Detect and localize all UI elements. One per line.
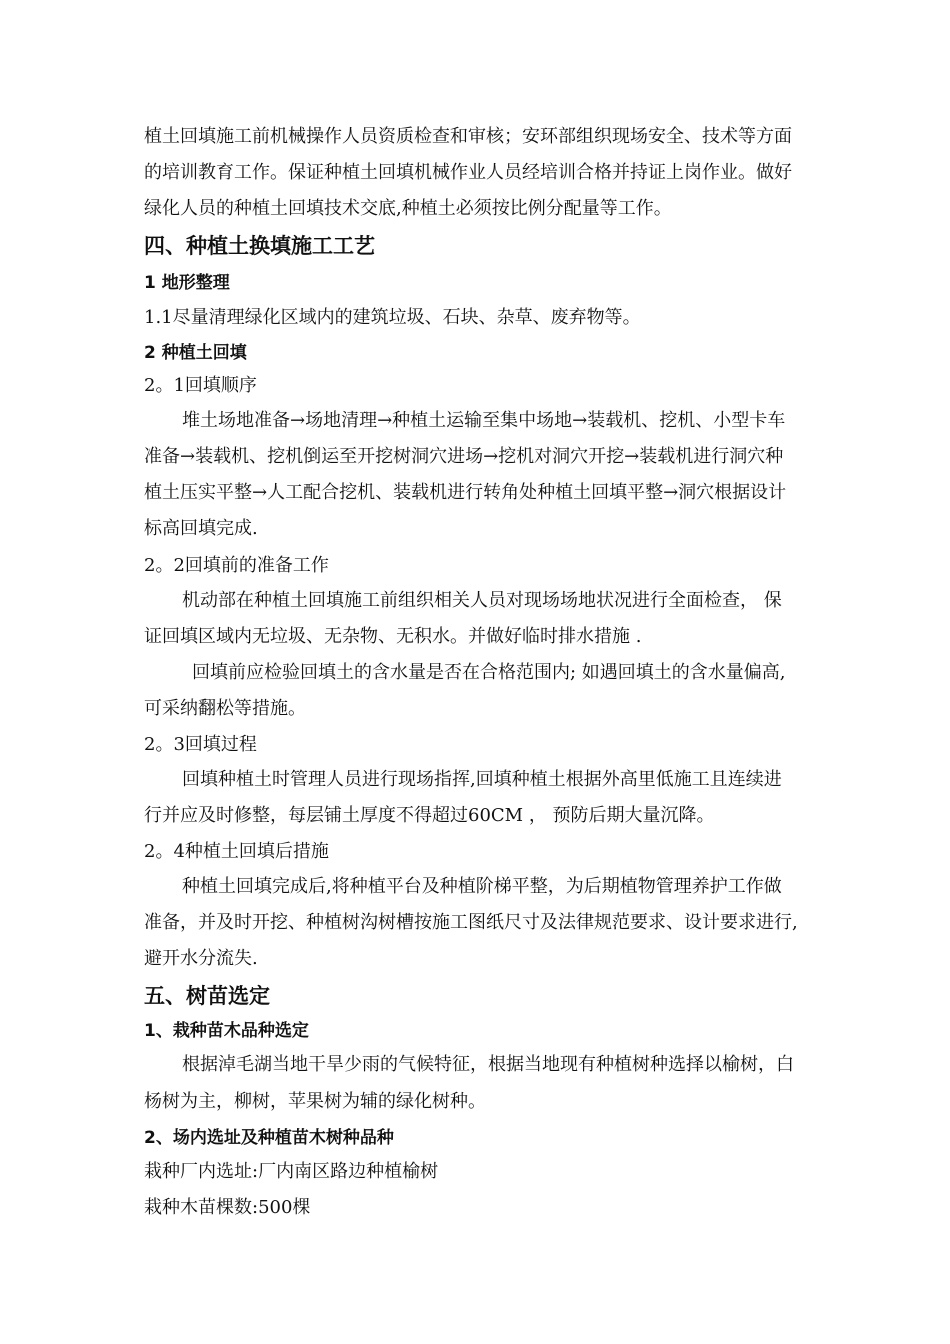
item-heading-measures: 2。4种植土回填后措施: [144, 841, 329, 862]
body-line: 植土压实平整→人工配合挖机、装载机进行转角处种植土回填平整→洞穴根据设计: [144, 482, 787, 503]
subsection-heading-terrain: 1 地形整理: [144, 273, 230, 293]
body-line: 堆土场地准备→场地清理→种植土运输至集中场地→装载机、挖机、小型卡车: [182, 410, 786, 431]
subsection-heading-site: 2、场内选址及种植苗木树种品种: [144, 1128, 394, 1148]
body-line: 根据淖毛湖当地干旱少雨的气候特征，根据当地现有种植树种选择以榆树，白: [182, 1054, 794, 1075]
body-line: 准备，并及时开挖、种植树沟树槽按施工图纸尺寸及法律规范要求、设计要求进行,: [144, 912, 798, 933]
item-heading-sequence: 2。1回填顺序: [144, 375, 257, 396]
body-line: 植土回填施工前机械操作人员资质检查和审核；安环部组织现场安全、技术等方面: [144, 126, 792, 147]
body-line: 证回填区域内无垃圾、无杂物、无积水。并做好临时排水措施 .: [144, 626, 642, 647]
body-line: 的培训教育工作。保证种植土回填机械作业人员经培训合格并持证上岗作业。做好: [144, 162, 792, 183]
section-heading-5: 五、树苗选定: [144, 984, 270, 1008]
subsection-heading-backfill: 2 种植土回填: [144, 343, 247, 363]
body-line: 绿化人员的种植土回填技术交底,种植土必须按比例分配量等工作。: [144, 198, 672, 219]
item-heading-preparation: 2。2回填前的准备工作: [144, 555, 329, 576]
body-line: 回填种植土时管理人员进行现场指挥,回填种植土根据外高里低施工且连续进: [182, 769, 782, 790]
body-line: 种植土回填完成后,将种植平台及种植阶梯平整，为后期植物管理养护工作做: [182, 876, 782, 897]
item-heading-process: 2。3回填过程: [144, 734, 257, 755]
subsection-heading-species: 1、栽种苗木品种选定: [144, 1021, 309, 1041]
body-line: 标高回填完成.: [144, 518, 258, 539]
body-line: 机动部在种植土回填施工前组织相关人员对现场场地状况进行全面检查， 保: [182, 590, 782, 611]
body-line: 可采纳翻松等措施。: [144, 698, 306, 719]
body-line: 避开水分流失.: [144, 948, 258, 969]
body-line: 回填前应检验回填土的含水量是否在合格范围内; 如遇回填土的含水量偏高,: [192, 662, 786, 683]
body-line: 栽种木苗棵数:500棵: [144, 1197, 311, 1218]
body-line: 栽种厂内选址:厂内南区路边种植榆树: [144, 1161, 439, 1182]
section-heading-4: 四、种植土换填施工工艺: [144, 234, 375, 258]
body-line: 1.1尽量清理绿化区域内的建筑垃圾、石块、杂草、废弃物等。: [144, 307, 641, 328]
body-line: 杨树为主，柳树，苹果树为辅的绿化树种。: [144, 1091, 486, 1112]
body-line: 行并应及时修整，每层铺土厚度不得超过60CM ， 预防后期大量沉降。: [144, 805, 715, 826]
body-line: 准备→装载机、挖机倒运至开挖树洞穴进场→挖机对洞穴开挖→装载机进行洞穴种: [144, 446, 784, 467]
